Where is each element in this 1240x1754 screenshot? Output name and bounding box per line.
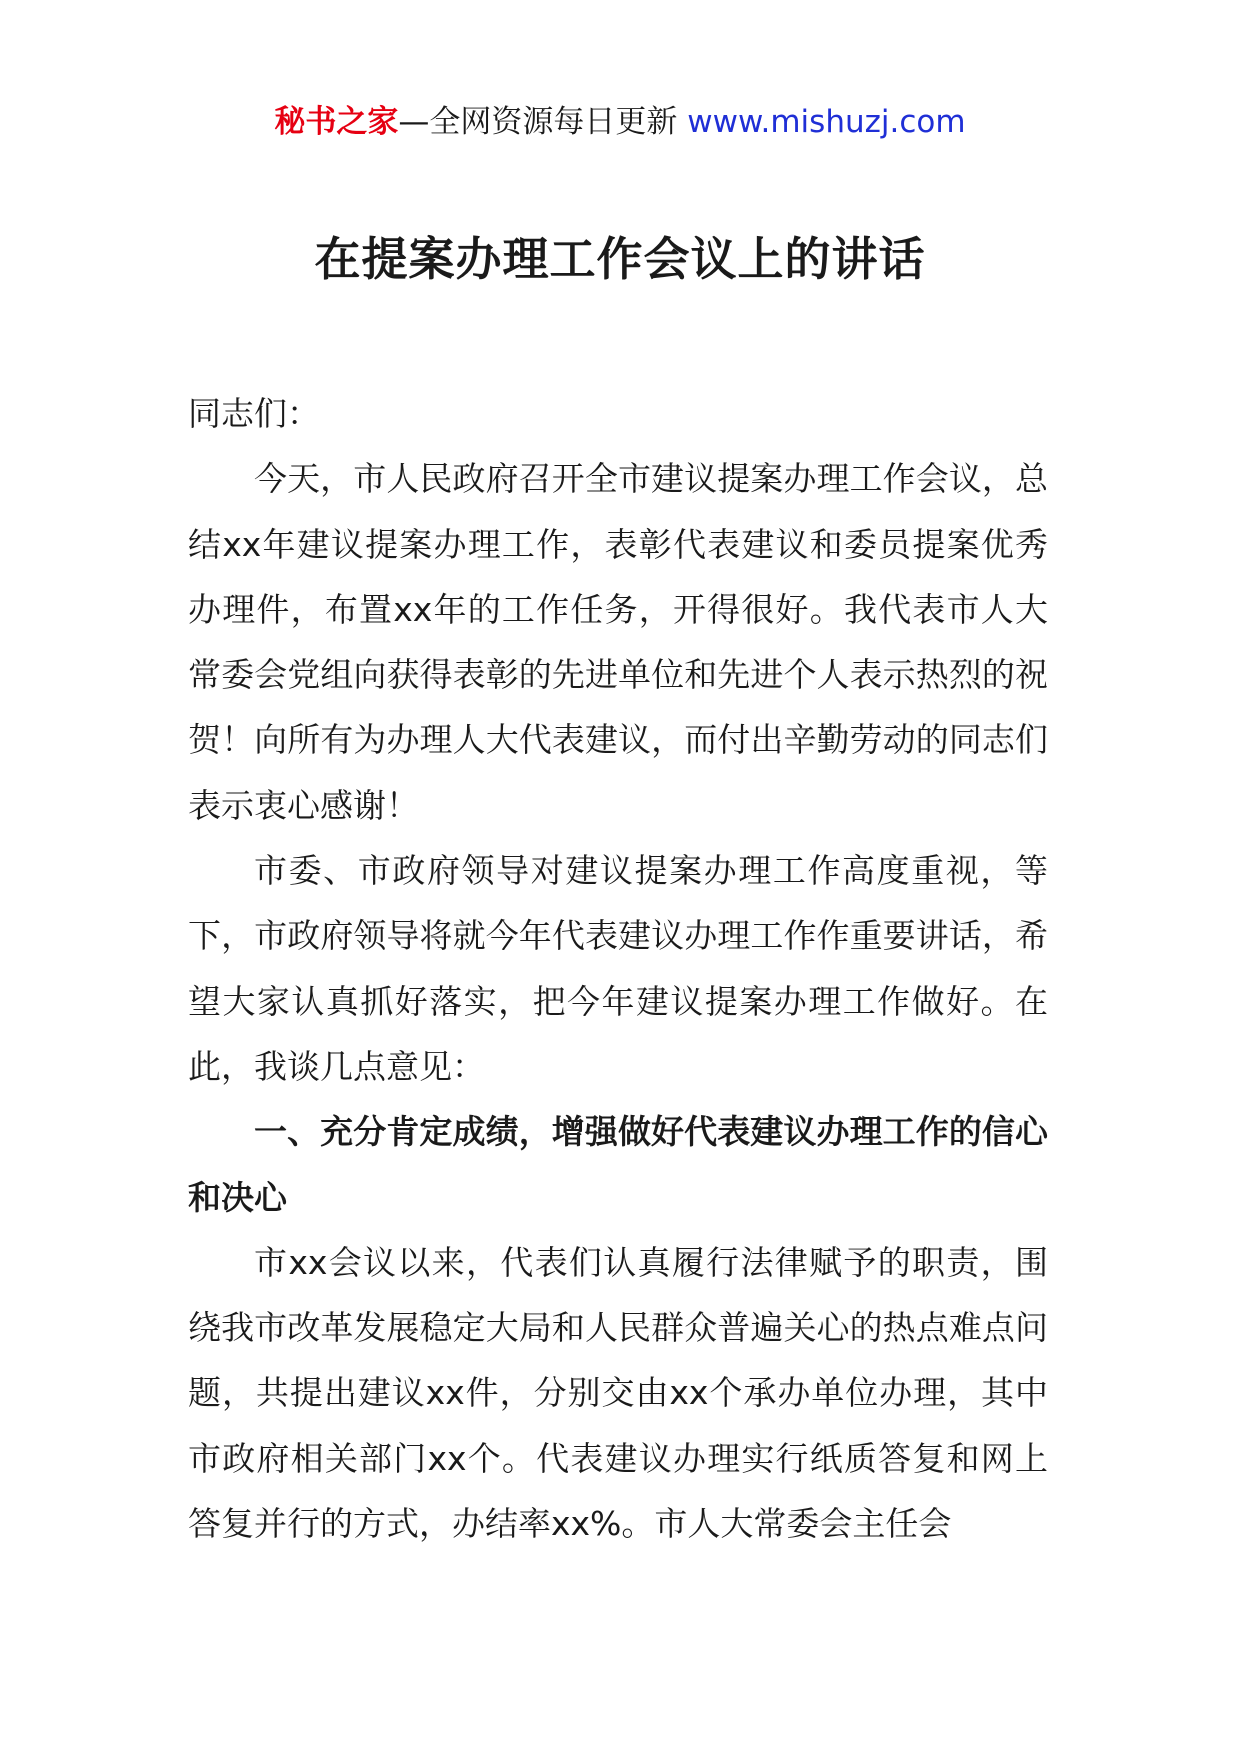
section-heading: 一、充分肯定成绩，增强做好代表建议办理工作的信心和决心 <box>188 1112 1048 1217</box>
document-body <box>188 381 1048 1556</box>
banner-tagline: —全网资源每日更新 <box>398 104 688 140</box>
brand-name: 秘书之家 <box>274 104 399 140</box>
document-title: 在提案办理工作会议上的讲话 <box>314 231 926 286</box>
site-banner <box>0 100 1240 144</box>
site-url-link[interactable]: www.mishuzj.com <box>687 104 966 140</box>
section-paragraph: 市xx会议以来，代表们认真履行法律赋予的职责，围绕我市改革发展稳定大局和人民群众普遍关心的热点难点问题，共提出建议xx件，分别交由xx个承办单位办理，其中市政府相关部门xx个。代表建议办理实行纸质答复和网上答复并行的方式，办结率xx%。市人大常委会主任会 <box>188 1242 1048 1544</box>
body-paragraph: 市委、市政府领导对建议提案办理工作高度重视，等下，市政府领导将就今年代表建议办理工作作重要讲话，希望大家认真抓好落实，把今年建议提案办理工作做好。在此，我谈几点意见： <box>188 851 1048 1086</box>
salutation: 同志们： <box>188 394 320 433</box>
body-paragraph: 今天，市人民政府召开全市建议提案办理工作会议，总结xx年建议提案办理工作，表彰代表建议和委员提案优秀办理件，布置xx年的工作任务，开得很好。我代表市人大常委会党组向获得表彰的先进单位和先进个人表示热烈的祝贺！向所有为办理人大代表建议，而付出辛勤劳动的同志们表示衷心感谢！ <box>188 459 1048 825</box>
